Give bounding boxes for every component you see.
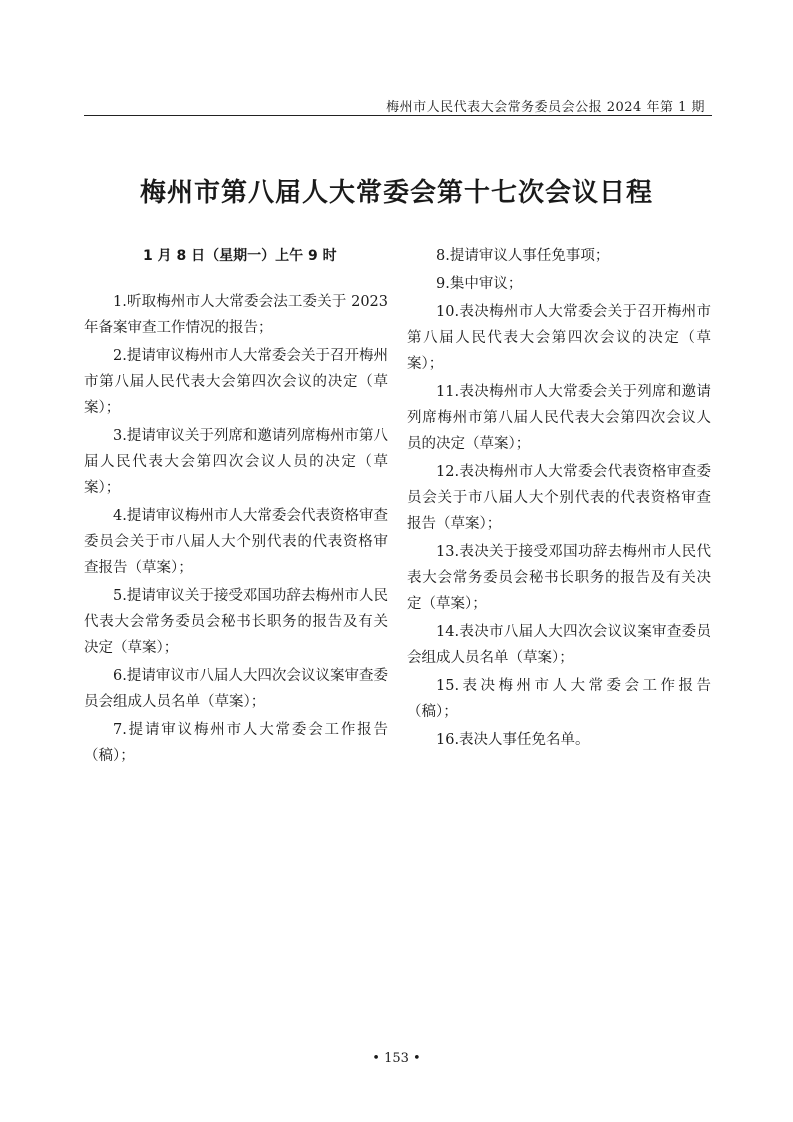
agenda-item: 14.表决市八届人大四次会议议案审查委员会组成人员名单（草案）；: [407, 624, 711, 666]
agenda-item: 11.表决梅州市人大常委会关于列席和邀请列席梅州市第八届人民代表大会第四次会议人员的决定（草案）；: [407, 384, 711, 452]
agenda-item: 13.表决关于接受邓国功辞去梅州市人民代表大会常务委员会秘书长职务的报告及有关决定（草案）；: [407, 544, 711, 612]
agenda-item: 2.提请审议梅州市人大常委会关于召开梅州市第八届人民代表大会第四次会议的决定（草案）；: [84, 348, 388, 416]
agenda-item: 4.提请审议梅州市人大常委会代表资格审查委员会关于市八届人大个别代表的代表资格审查报告（草案）；: [84, 508, 388, 576]
schedule-left-column: [84, 243, 388, 771]
agenda-item: 5.提请审议关于接受邓国功辞去梅州市人民代表大会常务委员会秘书长职务的报告及有关决定（草案）；: [84, 588, 388, 656]
header-divider: [84, 115, 712, 116]
agenda-item: 6.提请审议市八届人大四次会议议案审查委员会组成人员名单（草案）；: [84, 668, 388, 710]
agenda-item: 15.表决梅州市人大常委会工作报告（稿）；: [407, 678, 711, 720]
agenda-item: 10.表决梅州市人大常委会关于召开梅州市第八届人民代表大会第四次会议的决定（草案）；: [407, 304, 711, 372]
running-header: 梅州市人民代表大会常务委员会公报 2024 年第 1 期: [386, 100, 705, 115]
agenda-item: 12.表决梅州市人大常委会代表资格审查委员会关于市八届人大个别代表的代表资格审查报告（草案）；: [407, 464, 711, 532]
agenda-item: 8.提请审议人事任免事项；: [436, 248, 610, 264]
schedule-right-column: [407, 243, 711, 755]
session-date-time: 1 月 8 日（星期一）上午 9 时: [143, 248, 337, 264]
agenda-item: 1.听取梅州市人大常委会法工委关于 2023 年备案审查工作情况的报告；: [84, 294, 388, 336]
agenda-item: 9.集中审议；: [436, 276, 523, 292]
agenda-item: 16.表决人事任免名单。: [436, 732, 590, 748]
page-title: 梅州市第八届人大常委会第十七次会议日程: [139, 178, 653, 208]
page-number: • 153 •: [372, 1051, 421, 1066]
agenda-item: 7.提请审议梅州市人大常委会工作报告（稿）；: [84, 722, 388, 764]
agenda-item: 3.提请审议关于列席和邀请列席梅州市第八届人民代表大会第四次会议人员的决定（草案）；: [84, 428, 388, 496]
